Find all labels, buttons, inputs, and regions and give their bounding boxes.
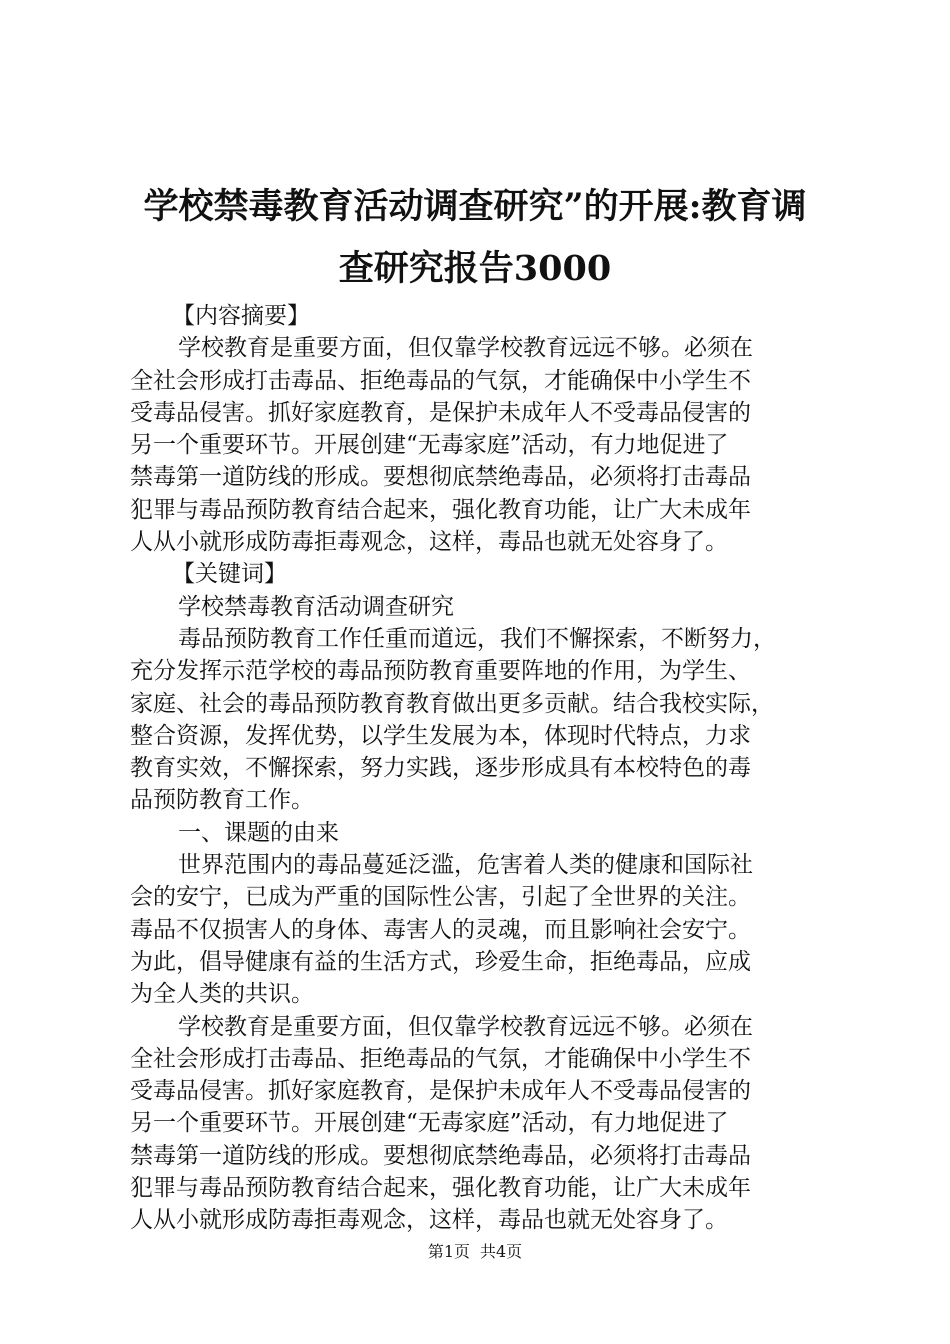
body-line: 为此，倡导健康有益的生活方式，珍爱生命，拒绝毒品，应成 — [130, 948, 751, 975]
page-footer — [0, 1242, 950, 1262]
body-line: 毒品不仅损害人的身体、毒害人的灵魂，而且影响社会安宁。 — [130, 916, 751, 943]
body-line: 学校禁毒教育活动调查研究 — [178, 593, 454, 620]
body-line: 世界范围内的毒品蔓延泛滥，危害着人类的健康和国际社 — [178, 852, 753, 879]
body-line: 【关键词】 — [172, 561, 287, 588]
body-line: 人从小就形成防毒拒毒观念，这样，毒品也就无处容身了。 — [130, 1207, 728, 1234]
body-line: 品预防教育工作。 — [130, 787, 314, 814]
body-line: 家庭、社会的毒品预防教育教育做出更多贡献。结合我校实际， — [130, 690, 774, 717]
body-line: 犯罪与毒品预防教育结合起来，强化教育功能，让广大未成年 — [130, 496, 751, 523]
body-line: 一、课题的由来 — [178, 819, 339, 846]
body-line: 另一个重要环节。开展创建“无毒家庭”活动，有力地促进了 — [130, 1110, 729, 1137]
body-line: 充分发挥示范学校的毒品预防教育重要阵地的作用，为学生、 — [130, 658, 751, 685]
body-line: 禁毒第一道防线的形成。要想彻底禁绝毒品，必须将打击毒品 — [130, 464, 751, 491]
body-line: 受毒品侵害。抓好家庭教育，是保护未成年人不受毒品侵害的 — [130, 399, 751, 426]
body-line: 学校教育是重要方面，但仅靠学校教育远远不够。必须在 — [178, 335, 753, 362]
body-line: 为全人类的共识。 — [130, 981, 314, 1008]
body-line: 受毒品侵害。抓好家庭教育，是保护未成年人不受毒品侵害的 — [130, 1078, 751, 1105]
document-title-line-1: 学校禁毒教育活动调查研究”的开展:教育调 — [143, 186, 807, 227]
body-line: 全社会形成打击毒品、拒绝毒品的气氛，才能确保中小学生不 — [130, 1045, 751, 1072]
body-line: 【内容摘要】 — [172, 303, 310, 329]
body-line: 学校教育是重要方面，但仅靠学校教育远远不够。必须在 — [178, 1013, 753, 1040]
body-line: 犯罪与毒品预防教育结合起来，强化教育功能，让广大未成年 — [130, 1175, 751, 1202]
body-line: 人从小就形成防毒拒毒观念，这样，毒品也就无处容身了。 — [130, 529, 728, 556]
document-title-line-2: 查研究报告3000 — [338, 248, 612, 289]
body-line: 整合资源，发挥优势，以学生发展为本，体现时代特点，力求 — [130, 722, 751, 749]
body-line: 教育实效，不懈探索，努力实践，逐步形成具有本校特色的毒 — [130, 755, 751, 782]
body-line: 另一个重要环节。开展创建“无毒家庭”活动，有力地促进了 — [130, 432, 729, 459]
body-line: 全社会形成打击毒品、拒绝毒品的气氛，才能确保中小学生不 — [130, 367, 751, 394]
body-line: 禁毒第一道防线的形成。要想彻底禁绝毒品，必须将打击毒品 — [130, 1142, 751, 1169]
body-line: 毒品预防教育工作任重而道远，我们不懈探索，不断努力， — [178, 625, 776, 652]
page-number: 第1页 — [427, 1242, 470, 1261]
page-total: 共4页 — [480, 1242, 523, 1261]
body-line: 会的安宁，已成为严重的国际性公害，引起了全世界的关注。 — [130, 884, 751, 911]
document-body — [130, 300, 830, 1237]
